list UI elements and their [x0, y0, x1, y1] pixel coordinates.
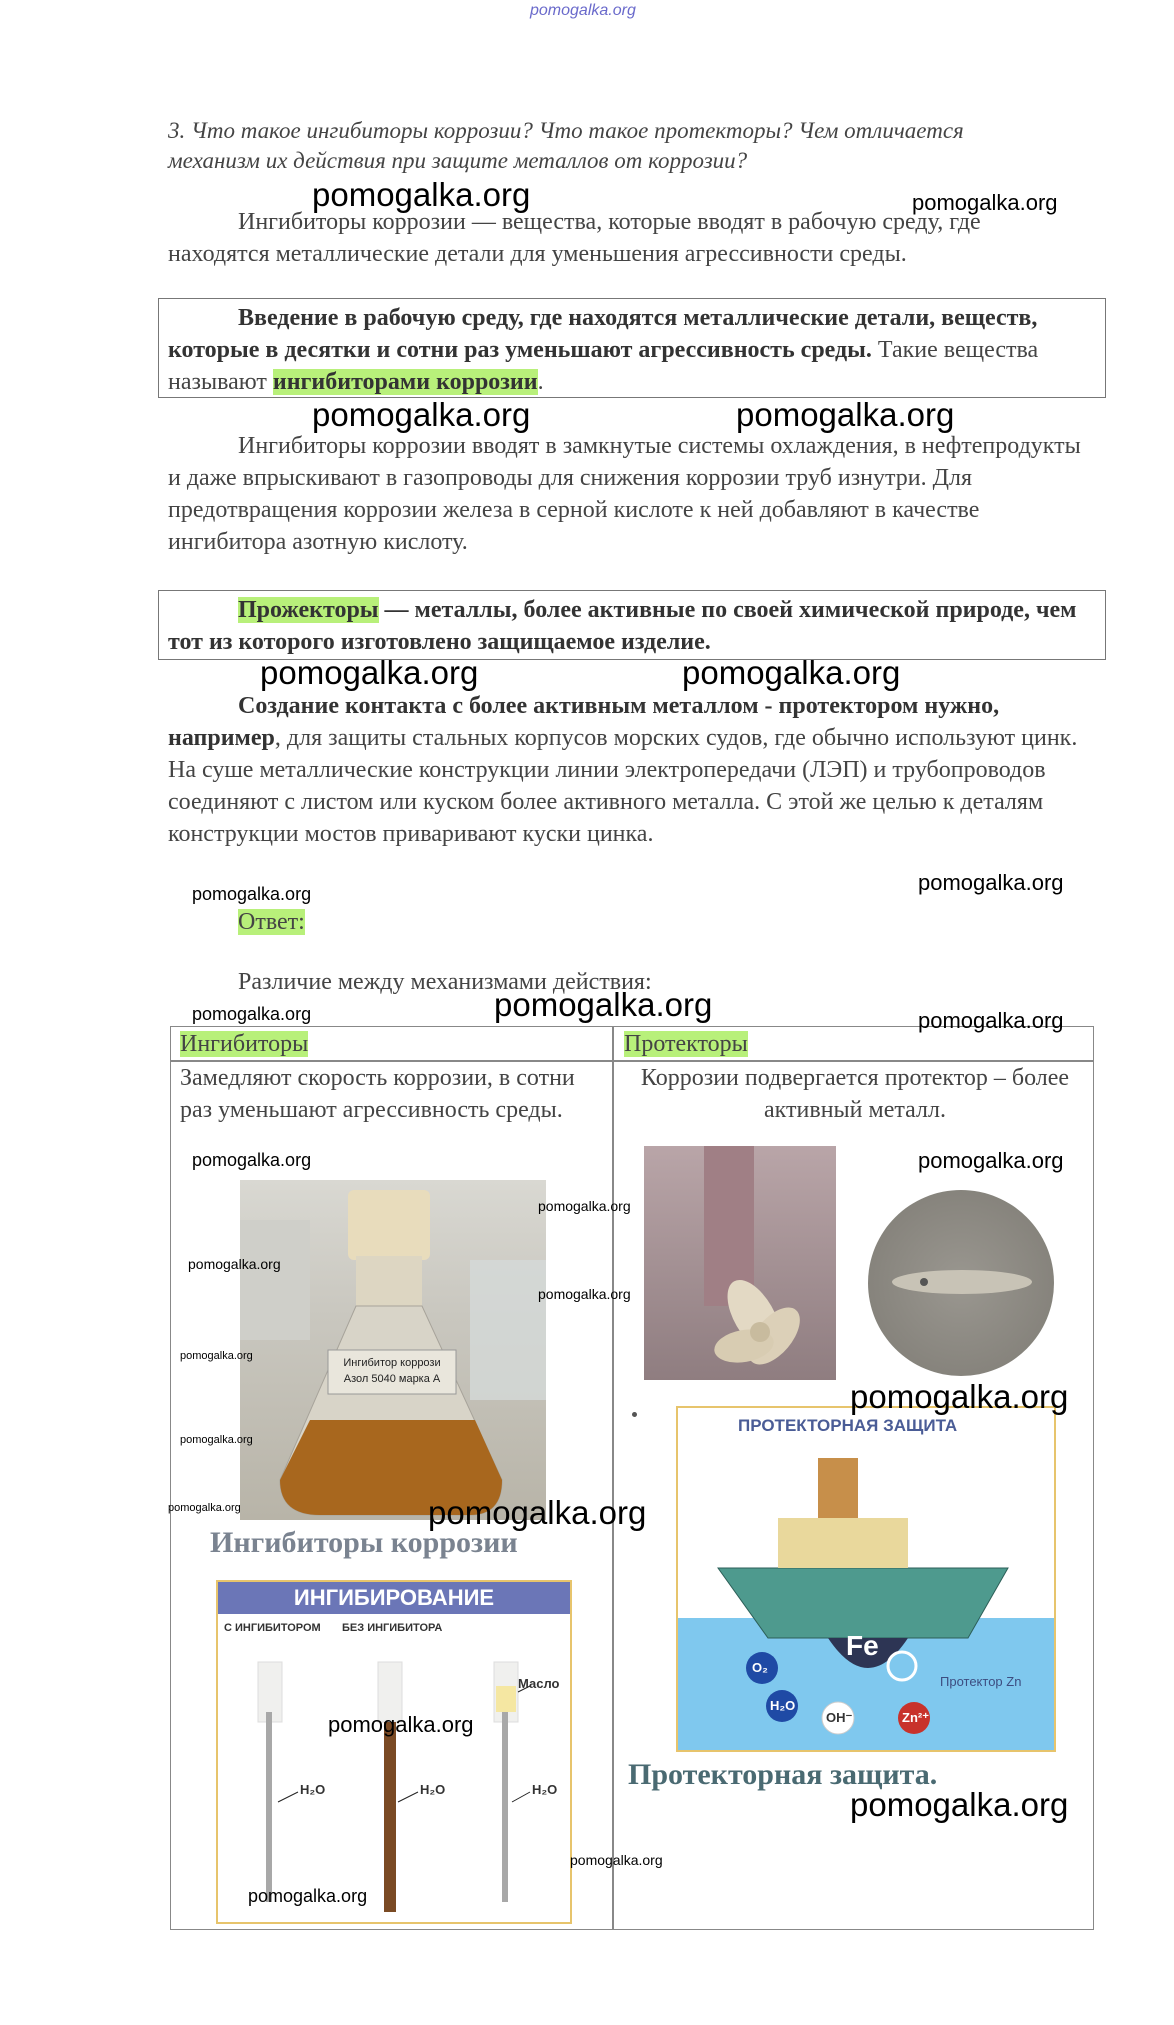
watermark: pomogalka.org	[494, 986, 713, 1023]
watermark: pomogalka.org	[192, 1004, 312, 1024]
watermark: pomogalka.org	[850, 1378, 1069, 1415]
flask-label-line1: Ингибитор коррози	[343, 1357, 441, 1369]
site-header[interactable]: pomogalka.org	[530, 2, 636, 19]
box1-bold: Введение в рабочую среду, где находятся металлические детали, веществ, которые в десятки и сотни раз уменьшают агрессивность среды.	[168, 305, 1038, 363]
zn-label: Zn²⁺	[902, 1710, 930, 1725]
col1-text: Замедляют скорость коррозии, в сотни раз уменьшают агрессивность среды.	[180, 1065, 575, 1123]
col1-header: Ингибиторы	[180, 1031, 309, 1057]
watermark: pomogalka.org	[918, 870, 1064, 895]
watermark: pomogalka.org	[260, 654, 479, 691]
inhibitors-caption: Ингибиторы коррозии	[210, 1526, 518, 1559]
col2-header: Протекторы	[624, 1031, 748, 1057]
question-text: 3. Что такое ингибиторы коррозии? Что такое протекторы? Чем отличается механизм их действия при защите металлов от коррозии?	[168, 118, 964, 173]
box1-end: .	[537, 369, 544, 395]
protector-title: ПРОТЕКТОРНАЯ ЗАЩИТА	[738, 1416, 958, 1435]
protector-ship	[678, 1408, 1054, 1750]
watermark: pomogalka.org	[168, 1502, 241, 1514]
watermark: pomogalka.org	[538, 1198, 631, 1214]
box1-normal: Такие вещества называют	[168, 337, 1039, 395]
inhibitors-usage: Ингибиторы коррозии вводят в замкнутые системы охлаждения, в нефтепродукты и даже впрыскивают в газопроводы для снижения коррозии труб изнутри. Для предотвращения коррозии железа в серной кислоте к ней добавляют в качестве ингибитора азотную кислоту.	[168, 433, 1081, 555]
inhib-without-label: БЕЗ ИНГИБИТОРА	[342, 1622, 443, 1634]
propeller-illustration	[644, 1146, 836, 1380]
zinc-protector-photo	[868, 1190, 1054, 1376]
inhibitors-definition: Ингибиторы коррозии — вещества, которые вводят в рабочую среду, где находятся металлические детали для уменьшения агрессивности среды.	[168, 209, 981, 267]
watermark: pomogalka.org	[918, 1008, 1064, 1033]
o2-label: O₂	[752, 1660, 768, 1675]
inhib-with-label: С ИНГИБИТОРОМ	[224, 1622, 321, 1634]
oh-label: OH⁻	[826, 1710, 853, 1725]
fe-label: Fe	[846, 1630, 879, 1661]
watermark: pomogalka.org	[192, 1150, 312, 1170]
watermark: pomogalka.org	[180, 1350, 253, 1362]
h2o-label-3: H₂O	[532, 1782, 558, 1797]
watermark: pomogalka.org	[736, 396, 955, 433]
watermark: pomogalka.org	[682, 654, 901, 691]
h2o-label-1: H₂O	[300, 1782, 326, 1797]
flask-label-line2: Азол 5040 марка А	[343, 1373, 441, 1385]
ship-propeller-photo	[644, 1146, 836, 1380]
watermark: pomogalka.org	[180, 1434, 253, 1446]
protector-caption: Протекторная защита.	[628, 1758, 938, 1791]
zinc-anode	[868, 1190, 1054, 1376]
box1-text	[168, 302, 1088, 398]
box1-highlight: ингибиторами коррозии	[272, 369, 538, 395]
box2-bold: — металлы, более активные по своей химической природе, чем тот из которого изготовлено защищаемое изделие.	[168, 597, 1077, 655]
inhibition-diagram	[216, 1580, 572, 1924]
watermark: pomogalka.org	[428, 1494, 647, 1531]
h2o-label-2: H₂O	[420, 1782, 446, 1797]
box2-highlight: Прожекторы	[238, 597, 379, 623]
oil-label: Масло	[518, 1676, 560, 1691]
bullet-dot	[632, 1412, 637, 1417]
watermark: pomogalka.org	[188, 1256, 281, 1272]
h2o-ion-label: H₂O	[770, 1698, 796, 1713]
para3-bold: Создание контакта с более активным металлом - протектором нужно, например	[168, 693, 1000, 751]
inhib-title: ИНГИБИРОВАНИЕ	[218, 1582, 570, 1614]
col2-text: Коррозии подвергается протектор – более активный металл.	[640, 1065, 1070, 1123]
inhibitor-flask-photo	[240, 1180, 546, 1520]
watermark: pomogalka.org	[918, 1148, 1064, 1173]
watermark: pomogalka.org	[538, 1286, 631, 1302]
watermark: pomogalka.org	[192, 884, 312, 904]
watermark: pomogalka.org	[570, 1852, 663, 1868]
para3-normal: , для защиты стальных корпусов морских судов, где обычно используют цинк. На суше металлические конструкции линии электропередачи (ЛЭП) и трубопроводов соединяют с листом или куском более активного металла. С этой же целью к деталям конструкции мостов приваривают куски цинка.	[168, 725, 1078, 847]
table-column-divider	[612, 1026, 614, 1930]
protectors-usage	[168, 690, 1078, 850]
box2-text	[168, 594, 1088, 658]
watermark: pomogalka.org	[328, 1712, 474, 1737]
watermark: pomogalka.org	[850, 1786, 1069, 1823]
watermark: pomogalka.org	[312, 176, 531, 213]
watermark: pomogalka.org	[912, 190, 1058, 215]
difference-label: Различие между механизмами действия:	[238, 969, 652, 995]
answer-label: Ответ:	[238, 909, 305, 935]
protector-diagram	[676, 1406, 1056, 1752]
flask-illustration	[240, 1180, 546, 1520]
watermark: pomogalka.org	[312, 396, 531, 433]
protector-zn-label: Протектор Zn	[940, 1674, 1022, 1689]
watermark: pomogalka.org	[248, 1886, 368, 1906]
